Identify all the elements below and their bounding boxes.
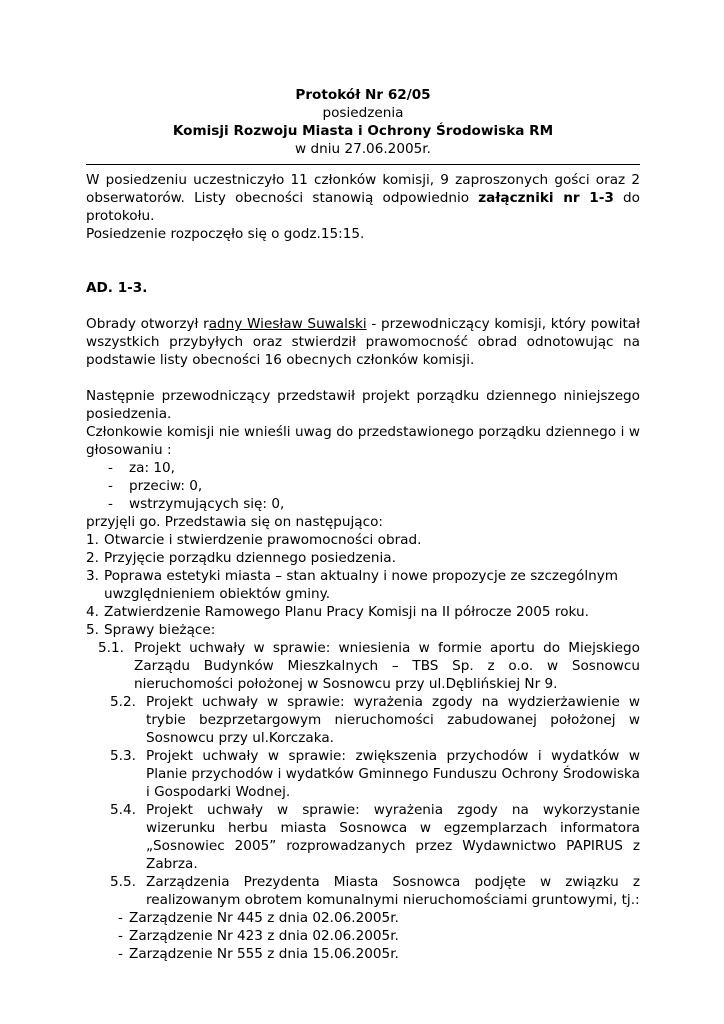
committee-name: Komisji Rozwoju Miasta i Ochrony Środowiska RM (172, 123, 554, 139)
intro-text-end: do protokołu. (86, 190, 640, 224)
agenda-item (86, 567, 640, 603)
section-heading: AD. 1-3. (86, 280, 148, 296)
start-time: Posiedzenie rozpoczęło się o godz.15:15. (86, 226, 365, 242)
sub-number: 5.5. (110, 874, 136, 890)
sub-text: Projekt uchwały w sprawie: zwiększenia przychodów i wydatków w Planie przychodów i wydatków Gminnego Funduszu Ochrony Środowiska i Gospodarki Wodnej. (146, 748, 640, 800)
sub-item (98, 639, 640, 693)
chair-name: adny Wiesław Suwalski (208, 316, 367, 332)
intro-paragraph (86, 171, 640, 225)
agenda-number: 1. (86, 532, 99, 548)
meeting-date: w dniu 27.06.2005r. (295, 141, 431, 157)
sub-item (110, 801, 640, 873)
sub-number: 5.2. (110, 694, 136, 710)
intro-text: W posiedzeniu uczestniczyło 11 członków komisji, 9 zaproszonych gości oraz 2 obserwatorów. Listy obecności stanowią odpowiednio (86, 172, 640, 206)
vote-for: - za: 10, (86, 459, 640, 477)
agenda-text: Przyjęcie porządku dziennego posiedzenia. (104, 550, 396, 566)
attachments-ref: załączniki nr 1-3 (478, 190, 614, 206)
sub-number: 5.3. (110, 748, 136, 764)
sub-number: 5.4. (110, 802, 136, 818)
agenda-number: 4. (86, 604, 99, 620)
agenda-text: Otwarcie i stwierdzenie prawomocności obrad. (104, 532, 422, 548)
vote-intro: Członkowie komisji nie wnieśli uwag do przedstawionego porządku dziennego i w głosowaniu : (86, 424, 640, 458)
agenda-item (86, 531, 640, 549)
vote-list (86, 459, 640, 513)
sub-text: Projekt uchwały w sprawie: wyrażenia zgody na wydzierżawienie w trybie bezprzetargowym nieruchomości zabudowanej położonej w Sosnowcu przy ul.Korczaka. (146, 694, 640, 746)
sub-text: Projekt uchwały w sprawie: wyrażenia zgody na wykorzystanie wizerunku herbu miasta Sosnowca w egzemplarzach informatora „Sosnowiec 2005” rozprowadzanych przez Wydawnictwo PAPIRUS z Zabrza. (146, 802, 640, 872)
sub-number: 5.1. (98, 640, 124, 656)
order-item: - Zarządzenie Nr 445 z dnia 02.06.2005r. (86, 909, 640, 927)
sub-text: Projekt uchwały w sprawie: wniesienia w formie aportu do Miejskiego Zarządu Budynków Mieszkalnych – TBS Sp. z o.o. w Sosnowcu nieruchomości położonej w Sosnowcu przy ul.Dęblińskiej Nr 9. (134, 640, 640, 692)
vote-against: - przeciw: 0, (86, 477, 640, 495)
sub-agenda (86, 639, 640, 909)
agenda-lead: przyjęli go. Przedstawia się on następująco: (86, 514, 383, 530)
sub-item (110, 873, 640, 909)
order-item: - Zarządzenie Nr 423 z dnia 02.06.2005r. (86, 927, 640, 945)
agenda-item (86, 549, 640, 567)
document-page (86, 86, 640, 963)
vote-abstain: - wstrzymujących się: 0, (86, 495, 640, 513)
agenda-intro: Następnie przewodniczący przedstawił projekt porządku dziennego niniejszego posiedzenia. (86, 388, 640, 422)
opening-text-end: - przewodniczący komisji, który powitał wszystkich przybyłych oraz stwierdził prawomocność obrad odnotowując na podstawie listy obecności 16 obecnych członków komisji. (86, 316, 641, 368)
sub-item (110, 693, 640, 747)
agenda-number: 5. (86, 622, 99, 638)
agenda-text: Zatwierdzenie Ramowego Planu Pracy Komisji na II półrocze 2005 roku. (104, 604, 589, 620)
opening-paragraph (86, 315, 640, 369)
agenda-number: 2. (86, 550, 99, 566)
sub-item (110, 747, 640, 801)
sub-text: Zarządzenia Prezydenta Miasta Sosnowca podjęte w związku z realizowanym obrotem komunalnymi nieruchomościami gruntowymi, tj.: (146, 874, 640, 908)
agenda-item (86, 621, 640, 639)
agenda-text: Sprawy bieżące: (104, 622, 216, 638)
order-item: - Zarządzenie Nr 555 z dnia 15.06.2005r. (86, 945, 640, 963)
document-title: Protokół Nr 62/05 (295, 87, 431, 103)
agenda-number: 3. (86, 568, 99, 584)
opening-text: Obrady otworzył r (86, 316, 209, 332)
document-subtitle: posiedzenia (322, 105, 404, 121)
header-divider (86, 160, 640, 165)
agenda-text: Poprawa estetyki miasta – stan aktualny i nowe propozycje ze szczególnym uwzględnieniem obiektów gminy. (104, 568, 619, 602)
agenda-item (86, 603, 640, 621)
